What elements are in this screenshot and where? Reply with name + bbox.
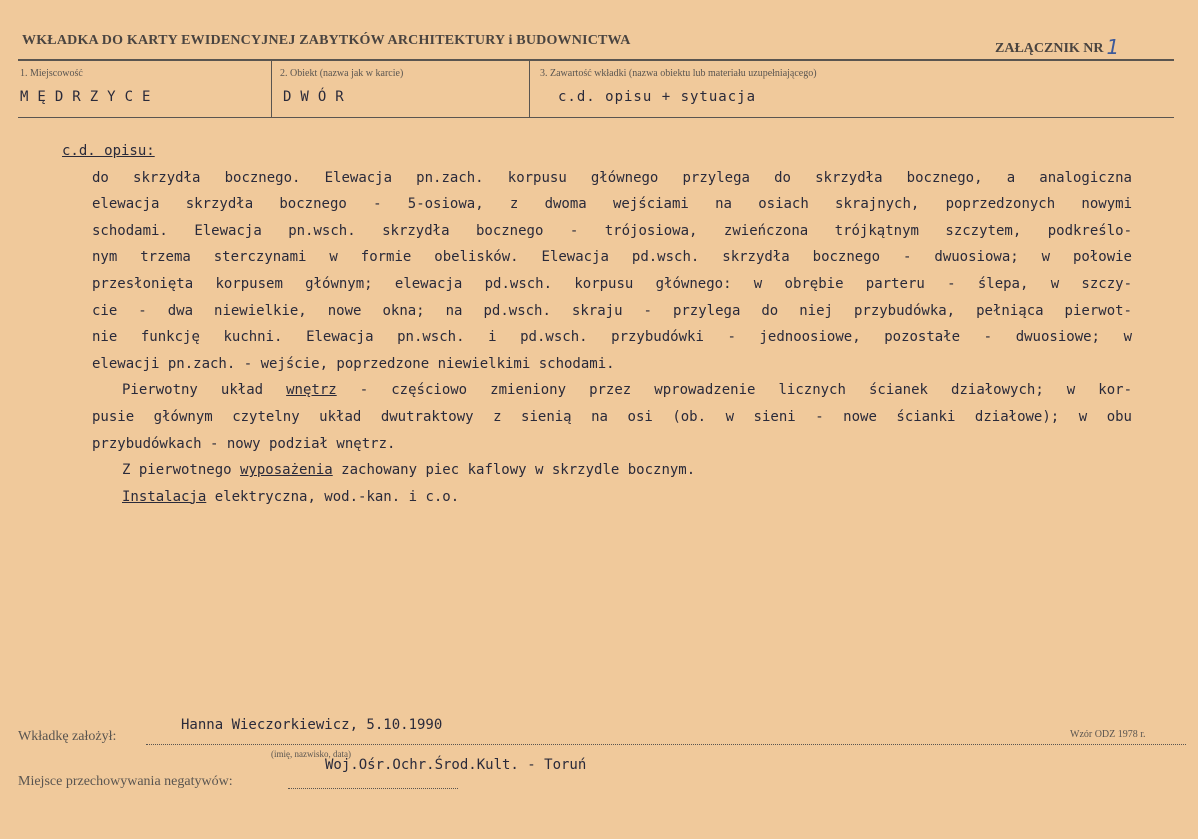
text-line: nie funkcję kuchni. Elewacja pn.wsch. i pd.wsch. przybudówki - jednoosiowe, pozostałe - dwuosiowe; w	[92, 329, 1132, 346]
contents-value: c.d. opisu + sytuacja	[558, 89, 757, 105]
object-value: DWÓR	[283, 89, 353, 105]
header-rule-top	[18, 59, 1174, 61]
field-divider-2	[529, 61, 530, 117]
paragraph-interiors	[62, 377, 1132, 457]
description-text	[62, 138, 1132, 510]
text-line: nym trzema sterczynami w formie obelisków. Elewacja pd.wsch. skrzydła bocznego - dwuosiowa; w połowie	[92, 249, 1132, 266]
section-heading-text: c.d. opisu:	[62, 143, 155, 159]
text-line: Z pierwotnego wyposażenia zachowany piec kaflowy w skrzydle bocznym.	[122, 462, 696, 479]
text-line: Instalacja elektryczna, wod.-kan. i c.o.	[122, 488, 460, 505]
term-interiors: wnętrz	[286, 382, 337, 399]
paragraph-elevations	[62, 165, 1132, 378]
section-heading	[62, 138, 1132, 165]
term-furnishing: wyposażenia	[240, 462, 333, 479]
annex-label	[995, 33, 1119, 57]
text-line: elewacji pn.zach. - wejście, poprzedzone niewielkimi schodami.	[92, 355, 615, 372]
paragraph-installations	[62, 484, 1132, 511]
card-title: WKŁADKA DO KARTY EWIDENCYJNEJ ZABYTKÓW ARCHITEKTURY i BUDOWNICTWA	[22, 33, 631, 48]
annex-number: 1	[1106, 35, 1120, 59]
negatives-value: Woj.Ośr.Ochr.Środ.Kult. - Toruń	[325, 757, 587, 773]
paragraph-furnishing	[62, 457, 1132, 484]
text-line: Pierwotny układ wnętrz - częściowo zmieniony przez wprowadzenie licznych ścianek działowych; w kor-	[122, 382, 1133, 399]
created-by-value: Hanna Wieczorkiewicz, 5.10.1990	[181, 717, 443, 733]
term-installations: Instalacja	[122, 488, 207, 505]
text-line: cie - dwa niewielkie, nowe okna; na pd.wsch. skraju - przylega do niej przybudówka, pełniąca pierwot-	[92, 302, 1132, 319]
text-line: elewacja skrzydła bocznego - 5-osiowa, z dwoma wejściami na osiach skrajnych, poprzedzonych nowymi	[92, 196, 1132, 213]
negatives-label: Miejsce przechowywania negatywów:	[18, 774, 233, 789]
text-line: schodami. Elewacja pn.wsch. skrzydła bocznego - trójosiowa, zwieńczona trójkątnym szczytem, podkreślo-	[92, 222, 1132, 239]
header-rule-bottom	[18, 117, 1174, 118]
text-line: do skrzydła bocznego. Elewacja pn.zach. korpusu głównego przylega do skrzydła bocznego, a analogiczna	[92, 169, 1132, 186]
created-by-dotted-line	[146, 744, 1186, 745]
created-by-label: Wkładkę założył:	[18, 729, 117, 744]
locality-label: 1. Miejscowość	[20, 68, 83, 79]
created-by-note: (imię, nazwisko, data)	[271, 749, 351, 759]
contents-label: 3. Zawartość wkładki (nazwa obiektu lub materiału uzupełniającego)	[540, 68, 817, 79]
field-divider-1	[271, 61, 272, 117]
form-reference: Wzór ODZ 1978 r.	[1070, 729, 1146, 740]
annex-label-text: ZAŁĄCZNIK NR	[995, 41, 1104, 56]
locality-value: MĘDRZYCE	[20, 89, 160, 105]
negatives-dotted-line	[288, 788, 458, 789]
text-line: przesłonięta korpusem głównym; elewacja pd.wsch. korpusu głównego: w obrębie parteru - ślepa, w szczy-	[92, 275, 1132, 292]
text-line: pusie głównym czytelny układ dwutraktowy z sienią na osi (ob. w sieni - nowe ścianki działowe); w obu	[92, 408, 1132, 425]
object-label: 2. Obiekt (nazwa jak w karcie)	[280, 68, 404, 79]
text-line: przybudówkach - nowy podział wnętrz.	[92, 435, 396, 452]
